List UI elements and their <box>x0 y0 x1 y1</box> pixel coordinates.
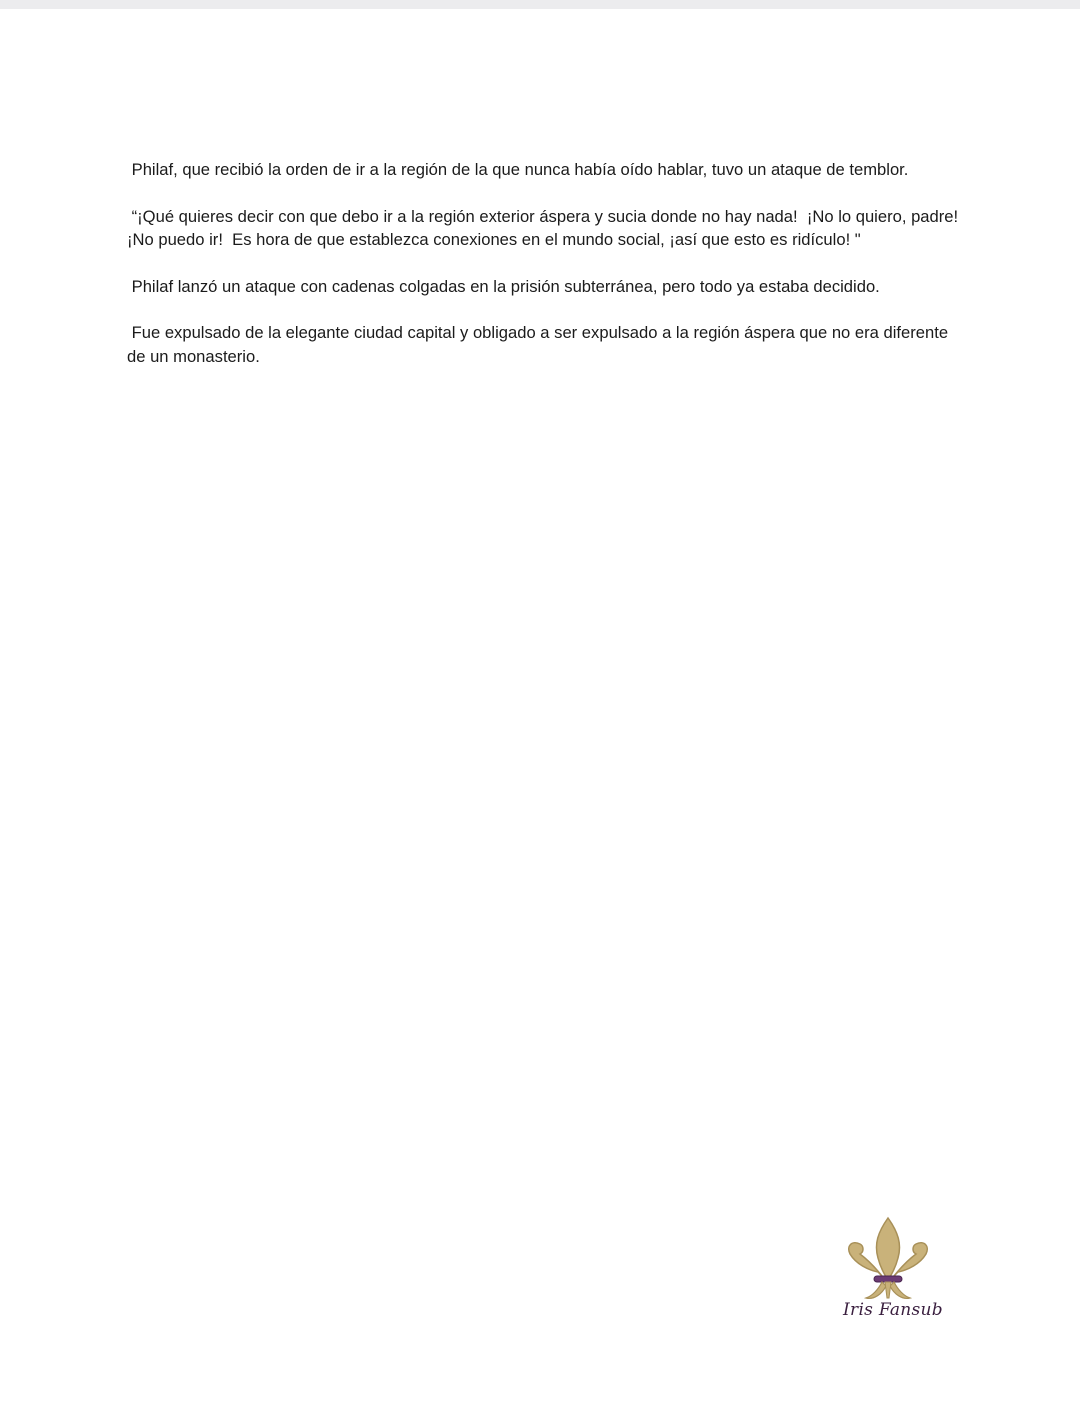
paragraph-4: Fue expulsado de la elegante ciudad capital y obligado a ser expulsado a la región áspera que no era diferente de un monasterio. <box>127 323 953 366</box>
watermark-logo <box>838 1214 948 1334</box>
paragraph-2: “¡Qué quieres decir con que debo ir a la región exterior áspera y sucia donde no hay nada! ¡No lo quiero, padre! ¡No puedo ir! Es hora de que establezca conexiones en el mundo social, ¡así que esto es ridículo! " <box>127 206 968 249</box>
document-body <box>127 158 968 391</box>
top-edge-strip <box>0 0 1080 9</box>
paragraph-1: Philaf, que recibió la orden de ir a la región de la que nunca había oído hablar, tuvo un ataque de temblor. <box>127 160 909 179</box>
fleur-de-lis-icon <box>838 1214 948 1306</box>
paragraph-3: Philaf lanzó un ataque con cadenas colgadas en la prisión subterránea, pero todo ya estaba decidido. <box>127 276 880 296</box>
watermark-text: Iris Fansub <box>843 1300 943 1320</box>
